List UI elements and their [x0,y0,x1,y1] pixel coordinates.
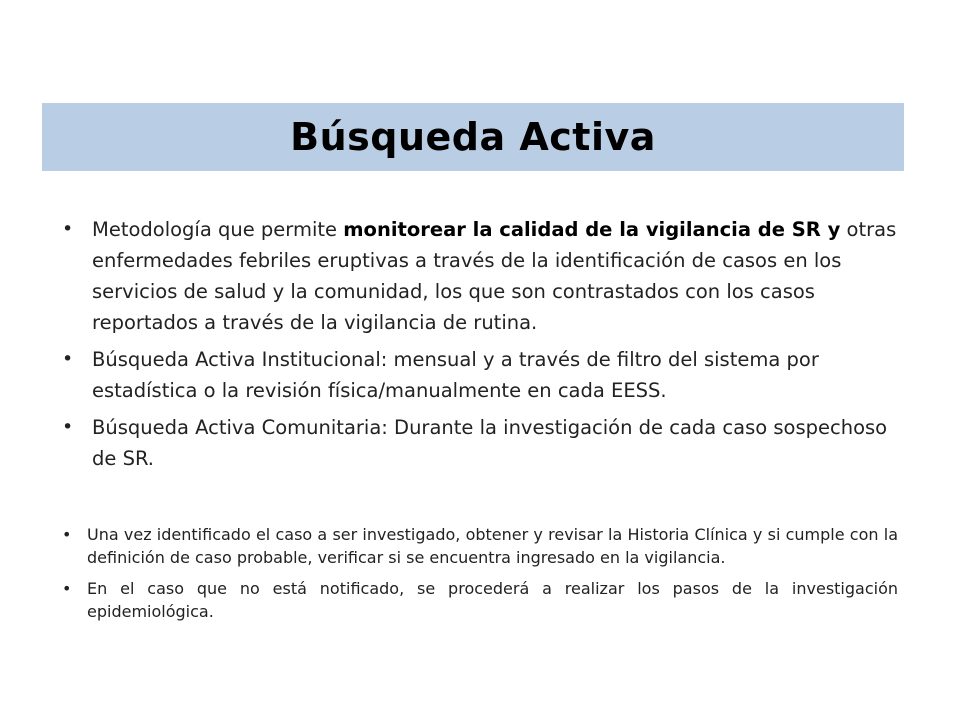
sub-bullet-text: Una vez identificado el caso a ser investigado, obtener y revisar la Historia Clínica y si cumple con la definición de caso probable, verificar si se encuentra ingresado en la vigilancia. [87,525,898,567]
bullet-text-start: Metodología que permite [92,218,344,241]
bullet-icon: • [62,525,72,544]
bullet-text-end: otras enfermedades febriles eruptivas a través de la identificación de casos en los servicios de salud y la comunidad, los que son contrastados con los casos reportados a través de la vigilancia de rutina. [92,218,897,334]
sub-bullet-item-clinical-history [62,523,898,569]
bullet-icon: • [62,416,74,438]
bullet-icon: • [62,218,74,240]
slide-title: Búsqueda Activa [290,115,656,159]
bullet-item-institutional [62,344,902,406]
bullet-icon: • [62,348,74,370]
bullet-text-bold: monitorear la calidad de la vigilancia de SR y [343,218,841,241]
bullet-text: Búsqueda Activa Comunitaria: Durante la investigación de cada caso sospechoso de SR. [92,416,888,470]
bullet-icon: • [62,579,72,598]
title-banner [42,103,904,171]
sub-bullet-text: En el caso que no está notificado, se procederá a realizar los pasos de la investigación epidemiológica. [87,579,898,621]
secondary-bullet-list [62,523,898,623]
bullet-text: Búsqueda Activa Institucional: mensual y a través de filtro del sistema por estadística o la revisión física/manualmente en cada EESS. [92,348,819,402]
bullet-item-community [62,412,902,474]
main-bullet-list [62,214,902,474]
bullet-item-methodology [62,214,902,338]
sub-bullet-item-not-notified [62,577,898,623]
